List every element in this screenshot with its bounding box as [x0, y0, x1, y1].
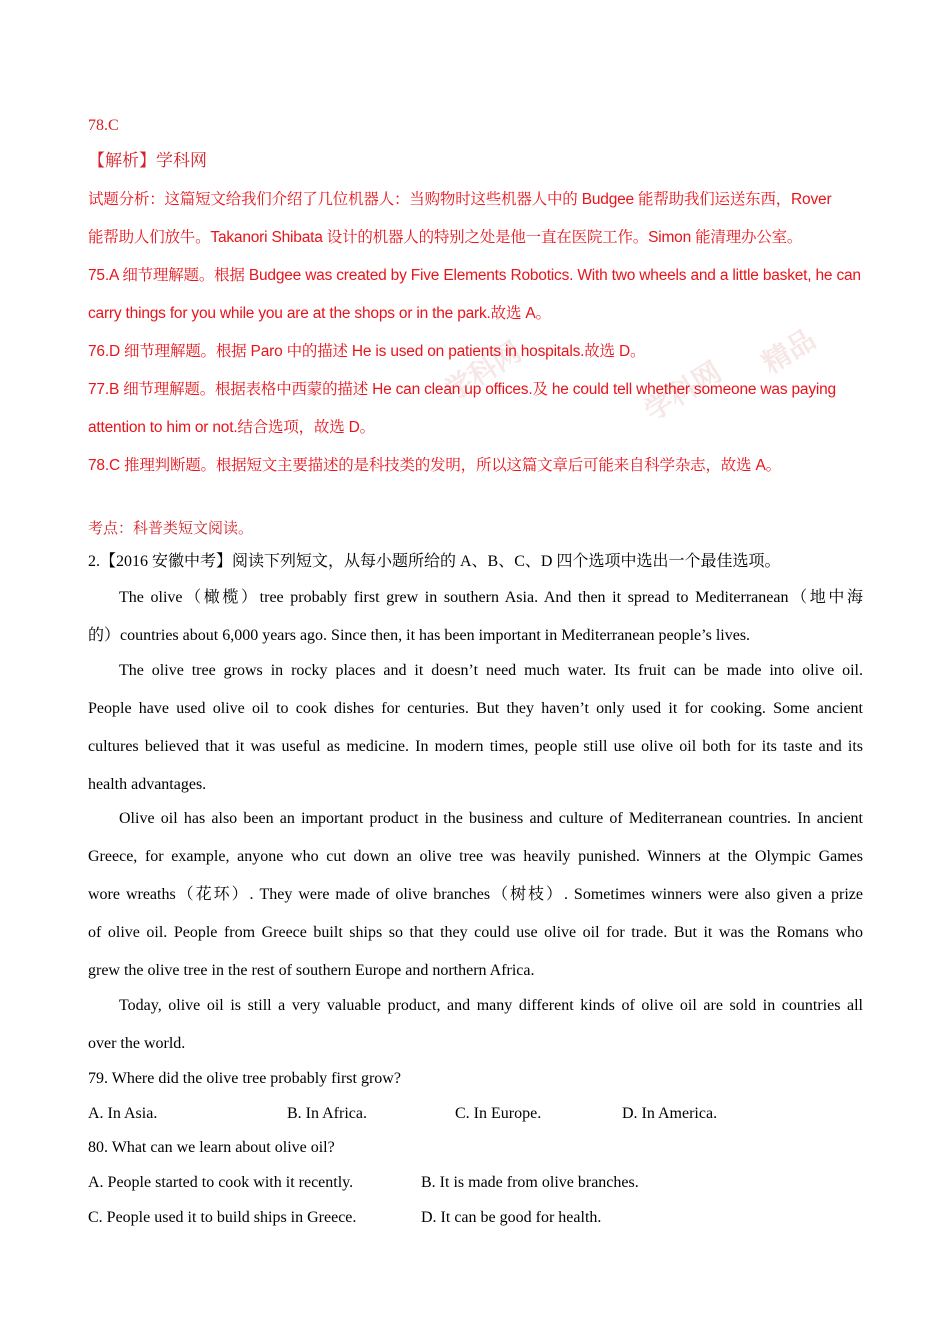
analysis-line: attention to him or not.结合选项，故选 D。 [88, 419, 375, 436]
analysis-line: 76.D 细节理解题。根据 Paro 中的描述 He is used on patients in hospitals.故选 D。 [88, 343, 646, 360]
passage-line: of olive oil. People from Greece built ships so that they could use olive oil for trade. But it was the Romans who [88, 924, 863, 941]
watermark-stamp: 学科网 [438, 335, 528, 408]
watermark-stamp: 精品 [756, 322, 822, 381]
q80-option-b: B. It is made from olive branches. [421, 1174, 639, 1191]
kaodian: 考点：科普类短文阅读。 [88, 521, 254, 537]
passage-line: Today, olive oil is still a very valuable product, and many different kinds of olive oil are sold in countries all [119, 997, 863, 1014]
passage-line: People have used olive oil to cook dishes for centuries. But they haven’t only used it for cooking. Some ancient [88, 700, 863, 717]
watermark-stamp: 学科网 [638, 355, 728, 428]
question-intro: 2.【2016 安徽中考】阅读下列短文，从每小题所给的 A、B、C、D 四个选项中选出一个最佳选项。 [88, 553, 781, 570]
q79-option-a: A. In Asia. [88, 1105, 158, 1122]
passage-line: 的）countries about 6,000 years ago. Since then, it has been important in Mediterranean people’s lives. [88, 627, 751, 644]
q80-option-a: A. People started to cook with it recently. [88, 1174, 354, 1191]
question-79-stem: 79. Where did the olive tree probably first grow? [88, 1070, 401, 1087]
passage-line: cultures believed that it was useful as medicine. In modern times, people still use olive oil both for its taste and its [88, 738, 863, 755]
passage-line: wore wreaths（花环）. They were made of olive branches（树枝）. Sometimes winners were also given a prize [88, 886, 863, 903]
question-80-stem: 80. What can we learn about olive oil? [88, 1139, 335, 1156]
analysis-line: 75.A 细节理解题。根据 Budgee was created by Five Elements Robotics. With two wheels and a little basket, he can [88, 267, 861, 284]
analysis-line: carry things for you while you are at the shops or in the park.故选 A。 [88, 305, 551, 322]
q79-option-c: C. In Europe. [455, 1105, 542, 1122]
q80-option-c: C. People used it to build ships in Greece. [88, 1209, 357, 1226]
passage-line: Olive oil has also been an important product in the business and culture of Mediterranean countries. In ancient [119, 810, 863, 827]
passage-line: grew the olive tree in the rest of southern Europe and northern Africa. [88, 962, 535, 979]
passage-line: over the world. [88, 1035, 186, 1052]
passage-line: The olive tree grows in rocky places and it doesn’t need much water. Its fruit can be made into olive oil. [119, 662, 863, 679]
q80-option-d: D. It can be good for health. [421, 1209, 602, 1226]
analysis-line: 78.C 推理判断题。根据短文主要描述的是科技类的发明，所以这篇文章后可能来自科学杂志，故选 A。 [88, 457, 781, 474]
passage-line: health advantages. [88, 776, 207, 793]
analysis-line: 能帮助人们放牛。Takanori Shibata 设计的机器人的特别之处是他一直在医院工作。Simon 能清理办公室。 [88, 229, 803, 246]
analysis-line: 77.B 细节理解题。根据表格中西蒙的描述 He can clean up offices.及 he could tell whether someone was paying [88, 381, 836, 398]
q79-option-b: B. In Africa. [287, 1105, 367, 1122]
passage-line: The olive（橄榄）tree probably first grew in southern Asia. And then it spread to Mediterranean（地中海 [119, 589, 863, 606]
analysis-heading: 【解析】学科网 [88, 151, 207, 170]
analysis-line: 试题分析：这篇短文给我们介绍了几位机器人：当购物时这些机器人中的 Budgee 能帮助我们运送东西，Rover [88, 191, 832, 208]
passage-line: Greece, for example, anyone who cut down an olive tree was heavily punished. Winners at the Olympic Games [88, 848, 863, 865]
q79-option-d: D. In America. [622, 1105, 718, 1122]
answer-line: 78.C [88, 117, 119, 134]
